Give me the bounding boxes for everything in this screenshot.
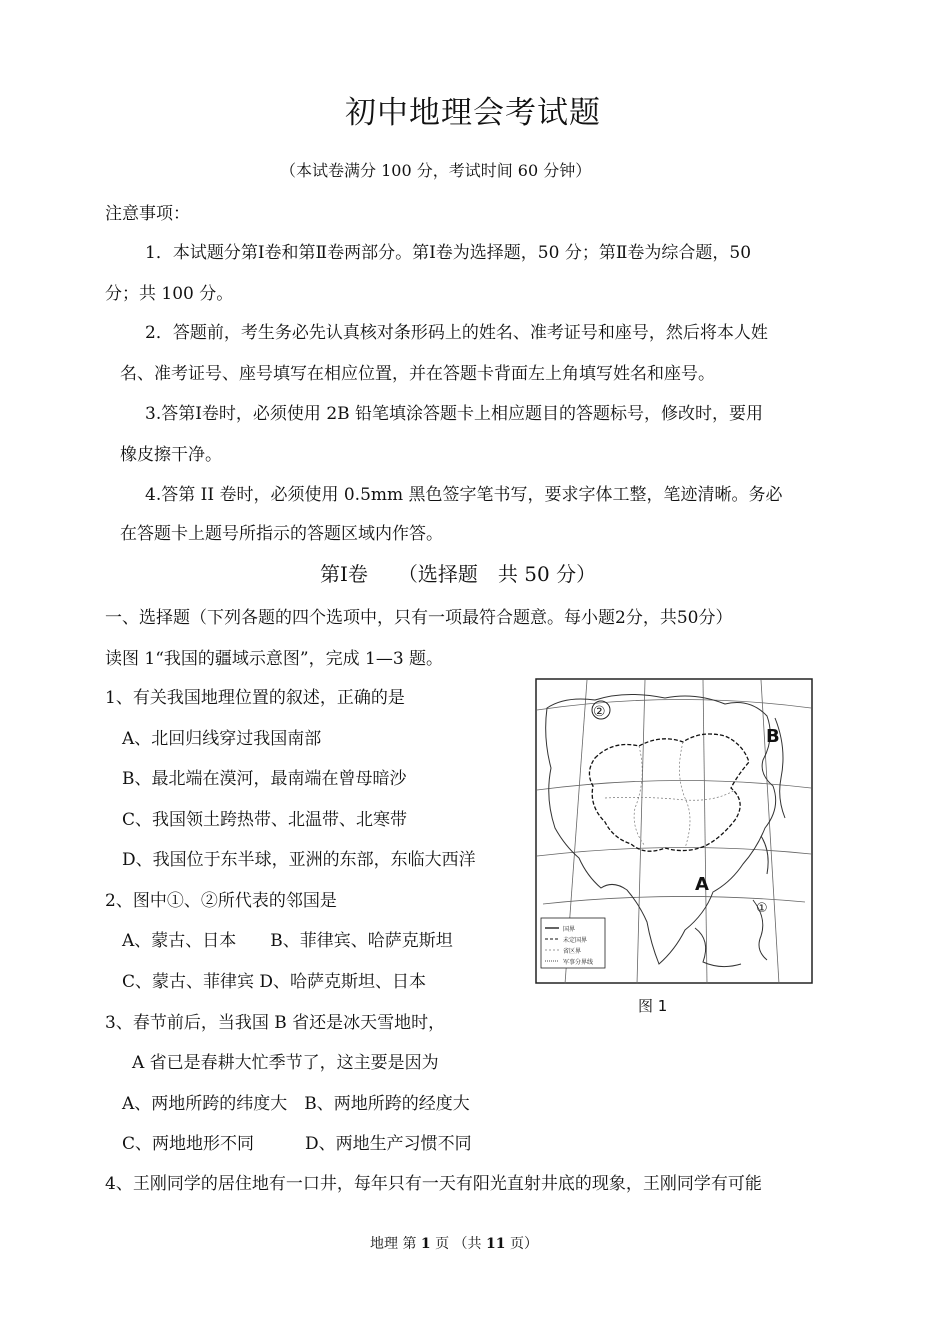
legend-item: 未定国界 (563, 937, 588, 944)
map-label-a: A (695, 874, 709, 895)
section-title: 第Ⅰ卷 （选择题 共 50 分） (320, 562, 597, 586)
note-2-line2: 名、准考证号、座号填写在相应位置，并在答题卡背面左上角填写姓名和座号。 (120, 364, 715, 384)
footer-total-pages: 11 (486, 1236, 506, 1252)
exam-info: （本试卷满分 100 分，考试时间 60 分钟） (280, 161, 592, 180)
note-3-line1: 3.答第Ⅰ卷时，必须使用 2B 铅笔填涂答题卡上相应题目的答题标号，修改时，要用 (145, 404, 764, 424)
q1-option-c: C、我国领土跨热带、北温带、北寒带 (122, 810, 408, 830)
q1-option-b: B、最北端在漠河，最南端在曾母暗沙 (122, 769, 407, 789)
legend-item: 国界 (563, 926, 576, 933)
page-footer (370, 1234, 538, 1254)
read-instruction: 读图 1“我国的疆域示意图”，完成 1—3 题。 (105, 649, 444, 669)
footer-page-number: 1 (420, 1236, 431, 1252)
note-2-line1: 2．答题前，考生务必先认真核对条形码上的姓名、准考证号和座号，然后将本人姓 (145, 323, 768, 343)
china-territory-map (535, 678, 813, 984)
legend-item: 省区界 (563, 948, 582, 955)
q1-option-d: D、我国位于东半球，亚洲的东部，东临大西洋 (122, 850, 476, 870)
q3-stem-line2: A 省已是春耕大忙季节了，这主要是因为 (132, 1053, 439, 1073)
map-legend (541, 918, 605, 968)
q3-options-row1: A、两地所跨的纬度大 B、两地所跨的经度大 (122, 1094, 470, 1114)
note-3-line2: 橡皮擦干净。 (120, 445, 222, 465)
q2-options-row1: A、蒙古、日本 B、菲律宾、哈萨克斯坦 (122, 931, 453, 951)
map-label-2: ② (593, 704, 606, 720)
q3-options-row2: C、两地地形不同 D、两地生产习惯不同 (122, 1134, 472, 1154)
q2-options-row2: C、蒙古、菲律宾 D、哈萨克斯坦、日本 (122, 972, 427, 992)
q2-stem: 2、图中①、②所代表的邻国是 (105, 891, 337, 911)
q1-option-a: A、北回归线穿过我国南部 (122, 729, 322, 749)
note-4-line1: 4.答第 II 卷时，必须使用 0.5mm 黑色签字笔书写，要求字体工整，笔迹清晰。务必 (145, 485, 783, 505)
notes-heading: 注意事项： (105, 204, 190, 224)
footer-suffix: 页） (505, 1236, 538, 1252)
figure-caption: 图 1 (638, 997, 668, 1015)
note-1-line1: 1．本试题分第Ⅰ卷和第Ⅱ卷两部分。第Ⅰ卷为选择题，50 分；第Ⅱ卷为综合题，50 (145, 243, 752, 263)
note-4-line2: 在答题卡上题号所指示的答题区域内作答。 (120, 524, 443, 544)
page-title: 初中地理会考试题 (345, 95, 601, 131)
note-1-line2: 分；共 100 分。 (105, 284, 234, 304)
footer-prefix: 地理 第 (370, 1236, 421, 1252)
map-label-b: B (766, 726, 780, 747)
legend-item: 军事分界线 (563, 959, 594, 966)
part-heading: 一、选择题（下列各题的四个选项中，只有一项最符合题意。每小题2分，共50分） (105, 608, 733, 628)
map-label-1: ① (756, 901, 768, 916)
q4-stem: 4、王刚同学的居住地有一口井，每年只有一天有阳光直射井底的现象，王刚同学有可能 (105, 1174, 762, 1194)
footer-middle: 页 （共 (430, 1236, 487, 1252)
q1-stem: 1、有关我国地理位置的叙述，正确的是 (105, 688, 405, 708)
q3-stem-line1: 3、春节前后，当我国 B 省还是冰天雪地时， (105, 1013, 446, 1033)
